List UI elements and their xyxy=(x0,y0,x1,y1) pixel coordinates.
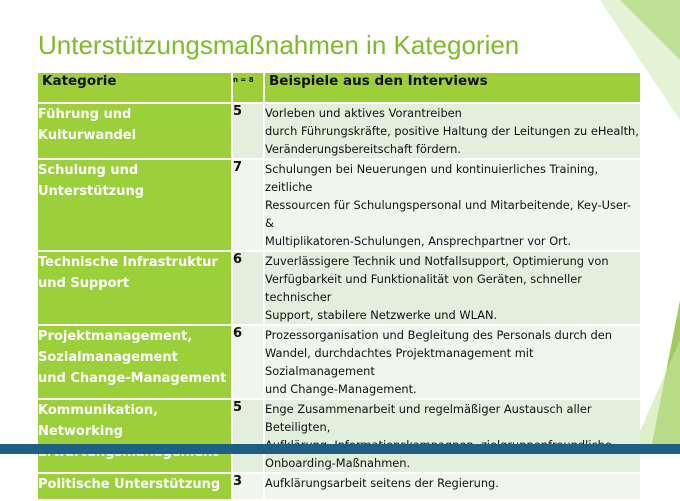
categories-table xyxy=(38,73,640,501)
table-row xyxy=(38,325,640,399)
count-cell: 7 xyxy=(232,159,264,251)
count-cell: 5 xyxy=(232,399,264,473)
category-label: Technische Infrastruktur und Support xyxy=(38,255,218,291)
examples-cell: Vorleben und aktives Vorantreiben durch Führungskräfte, positive Haltung der Leitungen zu eHealth, Veränderungsbereitschaft fördern. xyxy=(264,103,640,159)
table-row xyxy=(38,473,640,500)
count-cell: 6 xyxy=(232,325,264,399)
examples-cell: Aufklärungsarbeit seitens der Regierung. xyxy=(264,473,640,500)
category-label: Führung und Kulturwandel xyxy=(38,107,137,143)
table-header-row xyxy=(38,73,640,103)
category-cell xyxy=(38,473,232,500)
examples-cell: Enge Zusammenarbeit und regelmäßiger Austausch aller Beteiligten, Onboarding-Maßnahmen. xyxy=(264,399,640,473)
category-cell xyxy=(38,159,232,251)
table-row xyxy=(38,103,640,159)
category-cell xyxy=(38,251,232,325)
examples-cell: Prozessorganisation und Begleitung des Personals durch den Wandel, durchdachtes Projektmanagement mit Sozialmanagement und Change-Management. xyxy=(264,325,640,399)
count-cell: 6 xyxy=(232,251,264,325)
count-cell: 5 xyxy=(232,103,264,159)
page-title: Unterstützungsmaßnahmen in Kategorien xyxy=(38,30,520,60)
count-cell: 3 xyxy=(232,473,264,500)
table-row xyxy=(38,159,640,251)
header-n: n = 8 xyxy=(232,73,264,103)
category-cell xyxy=(38,399,232,473)
header-category: Kategorie xyxy=(38,73,232,103)
category-label: Kommunikation, Networking xyxy=(38,403,159,439)
bottom-bar xyxy=(0,444,680,454)
category-cell xyxy=(38,103,232,159)
table-row xyxy=(38,251,640,325)
category-cell xyxy=(38,325,232,399)
category-label: Projektmanagement, Sozialmanagement und Change-Management xyxy=(38,329,227,386)
examples-cell: Schulungen bei Neuerungen und kontinuierliches Training, zeitliche Ressourcen für Schulungspersonal und Mitarbeitende, Key-User- & Multiplikatoren-Schulungen, Ansprechpartner vor Ort. xyxy=(264,159,640,251)
table-row xyxy=(38,399,640,473)
category-label: Schulung und Unterstützung xyxy=(38,163,145,199)
header-examples: Beispiele aus den Interviews xyxy=(264,73,640,103)
category-label: Politische Unterstützung xyxy=(38,477,221,492)
examples-cell: Zuverlässigere Technik und Notfallsupport, Optimierung von Verfügbarkeit und Funktionalität von Geräten, schneller technischer Support, stabilere Netzwerke und WLAN. xyxy=(264,251,640,325)
